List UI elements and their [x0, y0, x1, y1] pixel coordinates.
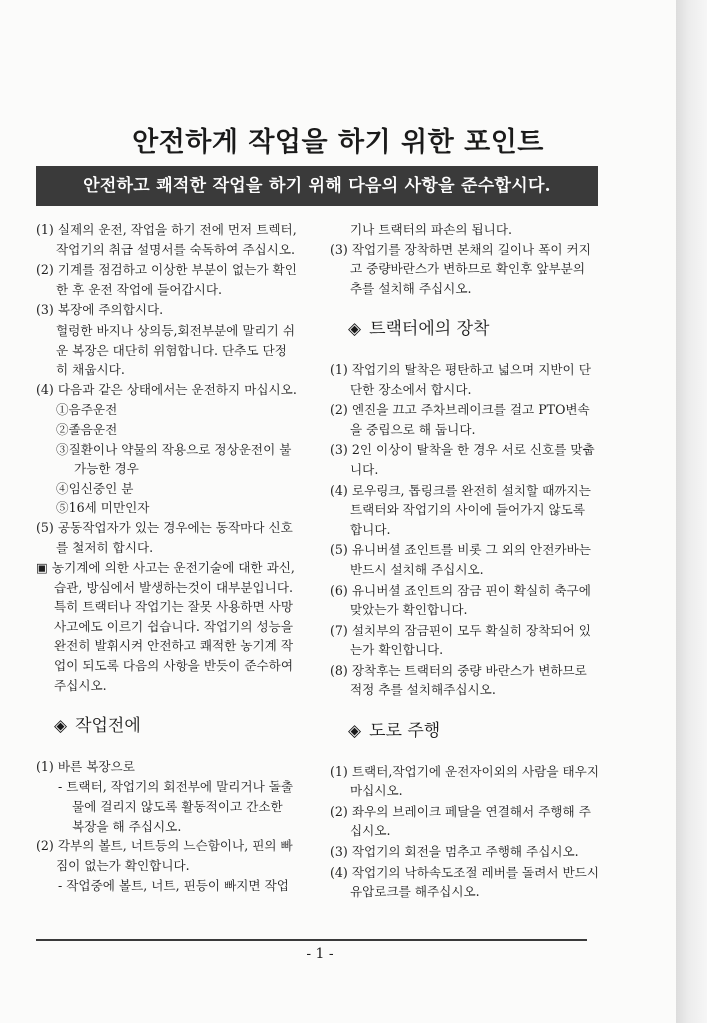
diamond-icon: ◈: [54, 716, 68, 737]
list-item: (1) 트랙터,작업기에 운전자이외의 사람을 태우지 마십시오.: [330, 763, 600, 799]
list-item: (7) 설치부의 잠금핀이 모두 확실히 장착되어 있는가 확인합니다.: [330, 622, 591, 658]
list-item: (8) 장착후는 트랙터의 중량 바란스가 변하므로 적정 추를 설치해주십시오.: [330, 662, 587, 698]
list-item: (6) 유니버셜 죠인트의 잠금 핀이 확실히 축구에 맞았는가 확인합니다.: [330, 582, 591, 618]
page-number: - 1 -: [306, 946, 334, 962]
footer-rule: [36, 939, 587, 941]
list-item: (2) 좌우의 브레이크 페달을 연결해서 주행해 주십시오.: [330, 803, 591, 839]
diamond-icon: ◈: [348, 319, 362, 340]
list-item: (3) 작업기를 장착하면 본채의 길이나 폭이 커지고 중량바란스가 변하므로 확인후 앞부분의 추를 설치해 주십시오.: [330, 241, 591, 296]
list-item: (1) 바른 복장으로: [36, 758, 135, 774]
sub-item: ②졸음운전: [56, 421, 118, 437]
section-heading-road-driving: ◈ 도로 주행: [348, 721, 441, 742]
dash-item: - 트랙터, 작업기의 회전부에 말리거나 돌출물에 걸리지 않도록 활동적이고 간소한 복장을 해 주십시오.: [58, 779, 294, 834]
left-column: [36, 220, 298, 896]
section-heading-mounting: ◈ 트랙터에의 장착: [348, 319, 490, 340]
list-item: (4) 로우링크, 톱링크를 완전히 설치할 때까지는 트랙터와 작업기의 사이에 들어가지 않도록 합니다.: [330, 482, 591, 537]
list-item: (1) 실제의 운전, 작업을 하기 전에 먼저 트렉터, 작업기의 취급 설명서를 숙독하여 주십시오.: [36, 222, 297, 257]
sub-item: ⑤16세 미만인자: [56, 500, 150, 516]
square-bullet-icon: ▣: [36, 560, 48, 576]
list-item: (2) 엔진을 끄고 주차브레이크를 걸고 PTO변속을 중립으로 해 둡니다.: [330, 402, 590, 437]
list-item: (3) 복장에 주의합시다.: [36, 302, 164, 318]
list-item: (3) 작업기의 회전을 멈추고 주행해 주십시오.: [330, 844, 579, 860]
sub-item: ④임신중인 분: [56, 480, 134, 496]
right-column: [330, 220, 600, 903]
continued-text: 기나 트랙터의 파손의 됩니다.: [350, 222, 512, 237]
notice-banner: 안전하고 쾌적한 작업을 하기 위해 다음의 사항을 준수합시다.: [36, 166, 598, 206]
list-item: (2) 각부의 볼트, 너트등의 느슨함이나, 핀의 빠짐이 없는가 확인합니다.: [36, 838, 293, 873]
section-heading-before-work: ◈ 작업전에: [54, 716, 141, 737]
list-item: (4) 다음과 같은 상태에서는 운전하지 마십시오.: [36, 381, 297, 397]
list-item: (4) 작업기의 낙하속도조절 레버를 돌려서 반드시 유압로크를 해주십시오.: [330, 864, 600, 900]
dash-item: - 작업중에 볼트, 너트, 핀등이 빠지면 작업: [58, 878, 289, 894]
page-title: 안전하게 작업을 하기 위한 포인트: [132, 127, 544, 158]
list-item: (5) 공동작업자가 있는 경우에는 동작마다 신호를 철저히 합시다.: [36, 519, 293, 555]
page-edge-shadow: [676, 0, 707, 1023]
list-item: (3) 2인 이상이 탈착을 한 경우 서로 신호를 맞춥니다.: [330, 442, 595, 477]
diamond-icon: ◈: [348, 721, 362, 742]
list-item: (1) 작업기의 탈착은 평탄하고 넓으며 지반이 단단한 장소에서 합시다.: [330, 361, 591, 397]
list-item: (5) 유니버셜 죠인트를 비롯 그 외의 안전카바는 반드시 설치해 주십시오.: [330, 542, 591, 577]
warning-note: ▣ 농기계에 의한 사고는 운전기술에 대한 과신, 습관, 방심에서 발생하는것이 대부분입니다. 특히 트랙터나 작업기는 잘못 사용하면 사망사고에도 이르기 쉽습니다. 작업기의 성능을 완전히 발휘시켜 안전하고 쾌적한 농기계 작업이 되도록 다음의 사항을 반듯이 준수하여 주십시오.: [36, 560, 295, 693]
sub-item: ①음주운전: [56, 402, 118, 418]
list-item: (2) 기계를 점검하고 이상한 부분이 없는가 확인 한 후 운전 작업에 들어갑시다.: [36, 262, 297, 297]
sub-item: ③질환이나 약물의 작용으로 정상운전이 불가능한 경우: [56, 441, 292, 477]
item-detail: 헐렁한 바지나 상의등,회전부분에 말리기 쉬운 복장은 대단히 위험합니다. 단추도 단정히 채웁시다.: [56, 322, 295, 378]
